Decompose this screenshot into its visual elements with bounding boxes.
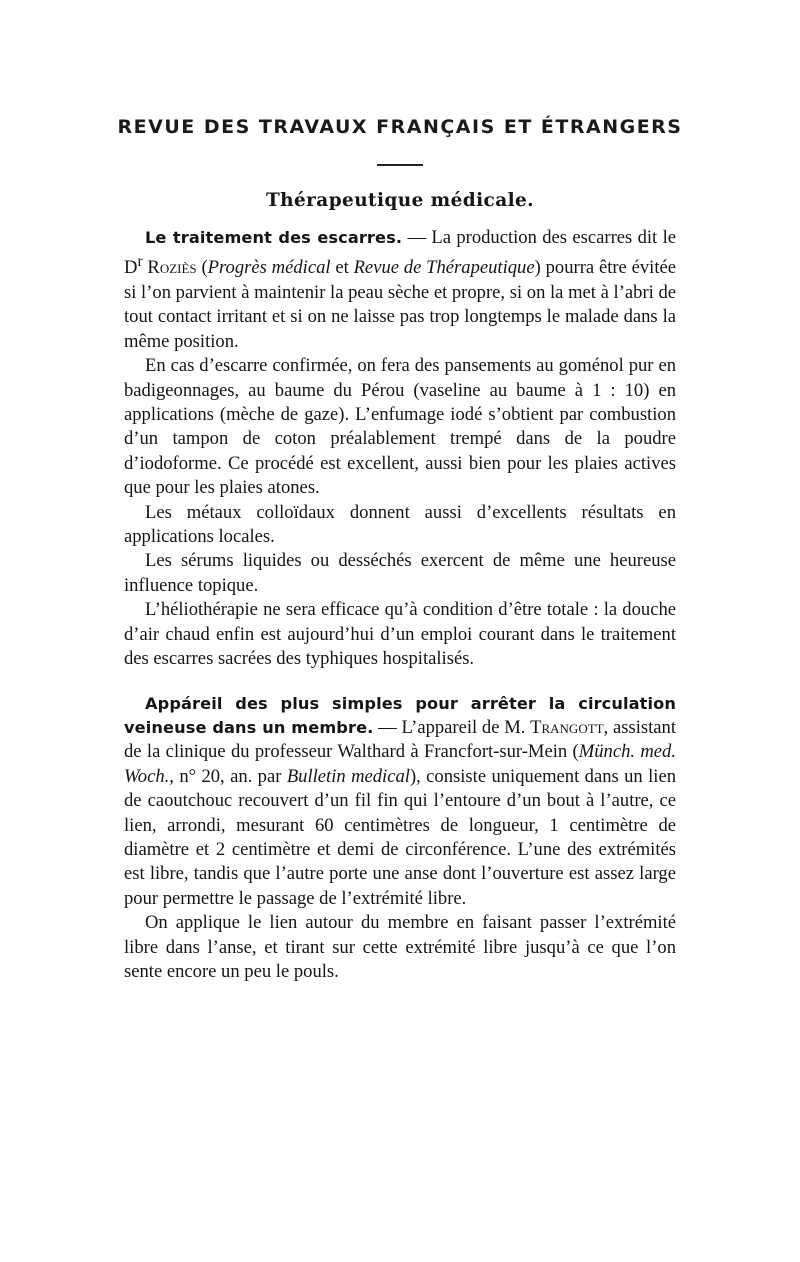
article1-paragraph-2: En cas d’escarre confirmée, on fera des pansements au goménol pur en badigeonnages, au baume du Pérou (vaseline au baume à 1 : 10) en applications (mèche de gaze). L’enfumage iodé s’obtient par combustion d’un tampon de coton préalablement trempé dans de la poudre d’iodoforme. Ce procédé est excellent, aussi bien pour les plaies actives que pour les plaies atones.: [124, 355, 676, 499]
section-gap: [124, 672, 676, 692]
text-run: ) pourra être évitée si l’on parvient à maintenir la peau sèche et propre, si on la met à l’abri de tout contact irritant et si on ne laisse pas trop longtemps le malade dans la même position.: [124, 257, 676, 352]
text-run: — La production des escarres dit le D: [124, 227, 676, 279]
text-run: et: [330, 257, 354, 279]
article1-title: Le traitement des escarres.: [145, 228, 403, 247]
text-run: — L’appareil de M.: [373, 716, 531, 738]
journal-title: Revue de Thérapeutique: [353, 257, 535, 279]
article2-paragraph-1: [124, 692, 676, 912]
article1-paragraph-5: L’héliothérapie ne sera efficace qu’à condition d’être totale : la douche d’air chaud enfin est aujourd’hui d’un emploi courant dans le traitement des escarres sacrées des typhiques hospitalisés.: [124, 599, 676, 670]
article1-paragraph-3: Les métaux colloïdaux donnent aussi d’excellents résultats en applications locales.: [124, 501, 676, 548]
article2-title: Appáreil des plus simples pour arrêter la circulation veineuse dans un membre.: [124, 693, 676, 737]
author-name: Trangott: [530, 716, 604, 738]
body-text: [124, 226, 676, 984]
journal-title: Münch. med. Woch.: [124, 741, 676, 787]
text-run: , assistant de la clinique du professeur Walthard à Francfort-sur-Mein (: [124, 716, 676, 763]
superscript: r: [137, 253, 143, 271]
header-rule: [377, 164, 423, 166]
article1-paragraph-4: Les sérums liquides ou desséchés exercent de même une heureuse influence topique.: [124, 550, 676, 596]
article1-paragraph-1: [124, 226, 676, 354]
article2-paragraph-2: On applique le lien autour du membre en faisant passer l’extrémité libre dans l’anse, et tirant sur cette extrémité libre jusqu’à ce que l’on sente encore un peu le pouls.: [124, 912, 676, 982]
text-run: ), consiste uniquement dans un lien de caoutchouc recouvert d’un fil fin qui l’entoure d’un bout à l’autre, ce lien, arrondi, mesurant 60 centimètres de longueur, 1 centimètre de diamètre et 2 centimètre et demi de circonférence. L’une des extrémités est libre, tandis que l’autre porte une anse dont l’ouverture est assez large pour permettre le passage de l’extrémité libre.: [124, 765, 676, 909]
text-run: , n° 20, an. par: [169, 765, 287, 787]
author-name: Roziès: [147, 257, 197, 279]
section-title: Thérapeutique médicale.: [265, 190, 535, 211]
text-run: (: [196, 257, 208, 279]
running-head: REVUE DES TRAVAUX FRANÇAIS ET ÉTRANGERS: [117, 116, 683, 138]
journal-title: Progrès médical: [207, 257, 331, 279]
journal-title: Bulletin medical: [286, 765, 410, 787]
